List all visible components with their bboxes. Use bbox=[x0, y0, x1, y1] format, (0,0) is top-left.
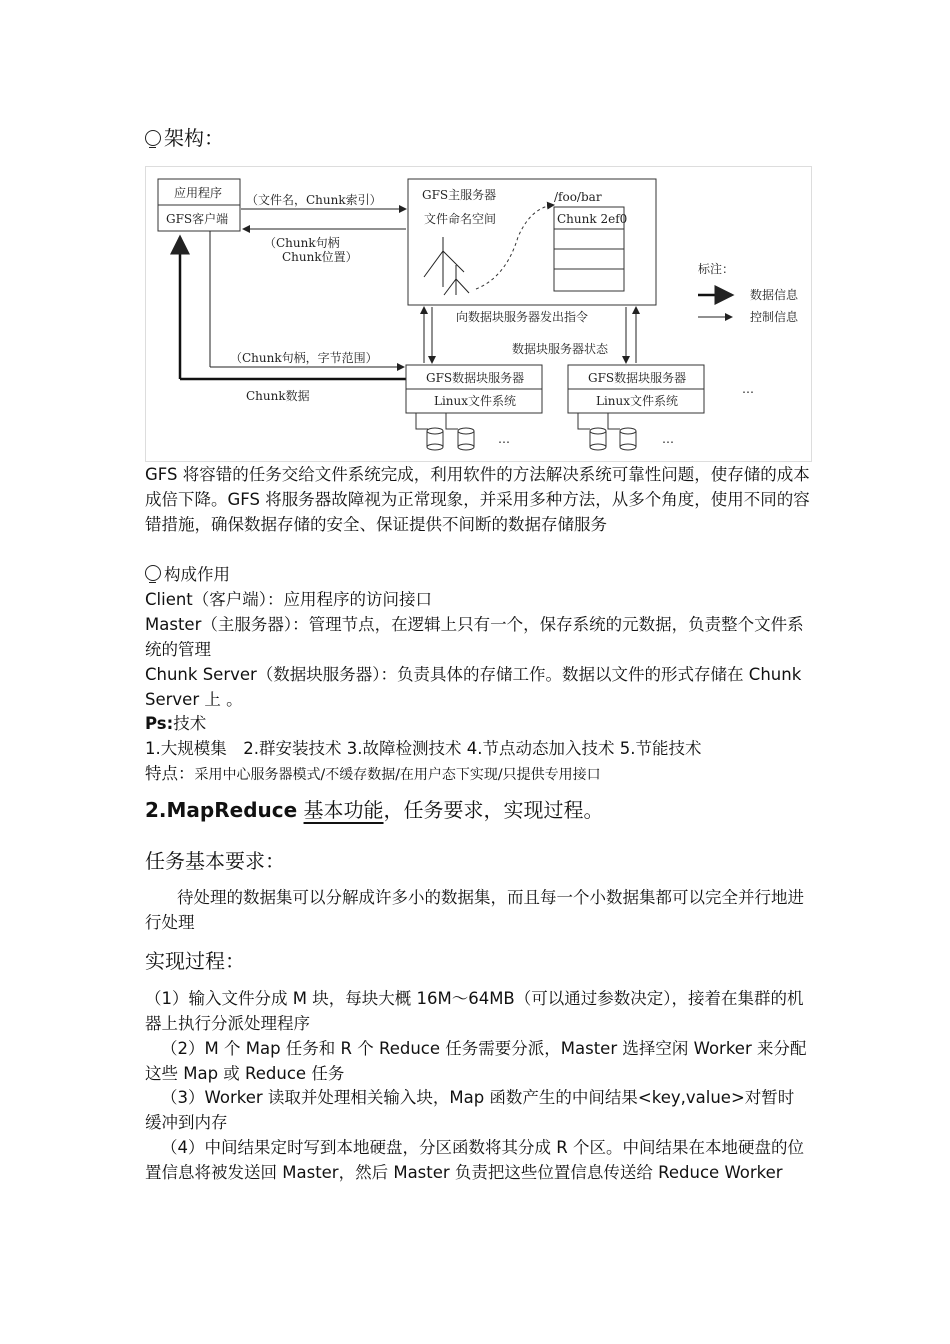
server1-label: GFS数据块服务器 bbox=[426, 371, 525, 385]
gfs-architecture-figure bbox=[145, 166, 812, 462]
linuxfs2-label: Linux文件系统 bbox=[596, 394, 679, 408]
instr-label: 向数据块服务器发出指令 bbox=[456, 310, 589, 324]
linuxfs1-label: Linux文件系统 bbox=[434, 394, 517, 408]
feature-line: 特点：采用中心服务器模式/不缓存数据/在用户态下实现/只提供专用接口 bbox=[145, 764, 601, 783]
app-label: 应用程序 bbox=[174, 186, 223, 200]
path-label: /foo/bar bbox=[554, 190, 602, 204]
master-title: GFS主服务器 bbox=[422, 188, 497, 202]
mapreduce-heading: 2.MapReduce 基本功能，任务要求，实现过程。 bbox=[145, 798, 604, 822]
namespace-tree-icon bbox=[424, 237, 469, 295]
lightbulb-icon bbox=[145, 565, 161, 581]
server2-label: GFS数据块服务器 bbox=[588, 371, 687, 385]
lightbulb-icon bbox=[145, 130, 161, 146]
chunk-id-label: Chunk 2ef0 bbox=[557, 212, 628, 226]
namespace-label: 文件命名空间 bbox=[424, 212, 497, 226]
step-1: （1）输入文件分成 M 块，每块大概 16M～64MB（可以通过参数决定），接着在集群的机器上执行分派处理程序 bbox=[145, 989, 804, 1033]
client-line: Client（客户端）：应用程序的访问接口 bbox=[145, 590, 433, 609]
ellipsis-disks-1: … bbox=[498, 432, 510, 446]
tech-line: 1.大规模集 2.群安装技术 3.故障检测技术 4.节点动态加入技术 5.节能技术 bbox=[145, 739, 702, 758]
step-4: （4）中间结果定时写到本地硬盘，分区函数将其分成 R 个区。中间结果在本地硬盘的位置信息将被发送回 Master，然后 Master 负责把这些位置信息传送给 Reduce Worker bbox=[145, 1138, 804, 1182]
chunkserver-line: Chunk Server（数据块服务器）：负责具体的存储工作。数据以文件的形式存储在 Chunk Server 上 。 bbox=[145, 665, 802, 709]
gfs-client-label: GFS客户端 bbox=[166, 212, 229, 226]
disk-icons bbox=[416, 413, 636, 450]
resp1a-label: （Chunk句柄 bbox=[264, 236, 340, 250]
step-3: （3）Worker 读取并处理相关输入块，Map 函数产生的中间结果<key,value>对暂时缓冲到内存 bbox=[145, 1088, 795, 1132]
heading-architecture: 架构： bbox=[145, 122, 224, 151]
req1-label: （文件名，Chunk索引） bbox=[246, 193, 382, 207]
task-text: 待处理的数据集可以分解成许多小的数据集，而且每一个小数据集都可以完全并行地进行处理 bbox=[145, 888, 804, 932]
ellipsis-disks-2: … bbox=[662, 432, 674, 446]
legend-data: 数据信息 bbox=[750, 288, 799, 302]
legend-ctrl: 控制信息 bbox=[750, 310, 799, 324]
state-label: 数据块服务器状态 bbox=[512, 342, 609, 356]
task-heading: 任务基本要求： bbox=[145, 849, 285, 873]
impl-heading: 实现过程： bbox=[145, 949, 245, 973]
step-2: （2）M 个 Map 任务和 R 个 Reduce 任务需要分派，Master 选择空闲 Worker 来分配这些 Map 或 Reduce 任务 bbox=[145, 1039, 807, 1083]
resp1b-label: Chunk位置） bbox=[282, 250, 358, 264]
gfs-fault-tolerance-paragraph: GFS 将容错的任务交给文件系统完成，利用软件的方法解决系统可靠性问题，使存储的成本成倍下降。GFS 将服务器故障视为正常现象，并采用多种方法，从多个角度，使用不同的容错措施，确保数据存储的安全、保证提供不间断的数据存储服务 bbox=[145, 465, 810, 534]
ellipsis-servers: … bbox=[742, 382, 754, 396]
master-line: Master（主服务器）：管理节点，在逻辑上只有一个，保存系统的元数据，负责整个文件系统的管理 bbox=[145, 615, 804, 659]
ps-line: Ps:技术 bbox=[145, 714, 207, 733]
req2-label: （Chunk句柄，字节范围） bbox=[230, 351, 378, 365]
gfs-diagram bbox=[146, 167, 811, 461]
legend-title: 标注： bbox=[698, 262, 735, 276]
heading-components: 构成作用 bbox=[145, 562, 810, 587]
chunk-data-label: Chunk数据 bbox=[246, 389, 310, 403]
